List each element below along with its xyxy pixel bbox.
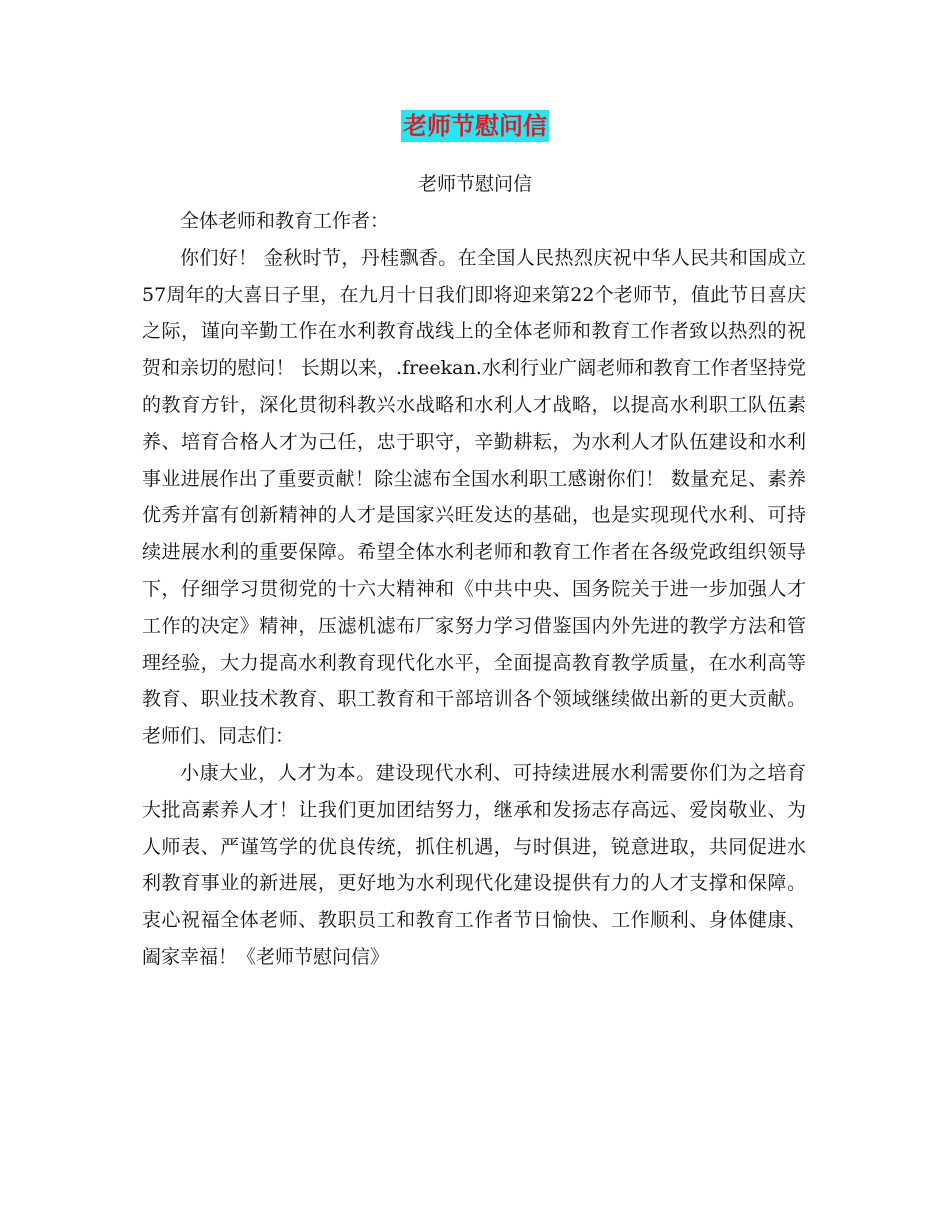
salutation: 全体老师和教育工作者： [180,210,390,232]
body-paragraph-1: 你们好！ 金秋时节，丹桂飘香。在全国人民热烈庆祝中华人民共和国成立57周年的大喜日子里，在九月十日我们即将迎来第22个老师节，值此节日喜庆之际，谨向辛勤工作在水利教育战线上的全体老师和教育工作者致以热烈的祝贺和亲切的慰问！ 长期以来，.freekan.水利行业广阔老师和教育工作者坚持党的教育方针，深化贯彻科教兴水战略和水利人才战略，以提高水利职工队伍素养、培育合格人才为己任，忠于职守，辛勤耕耘，为水利人才队伍建设和水利事业进展作出了重要贡献！除尘滤布全国水利职工感谢你们！ 数量充足、素养优秀并富有创新精神的人才是国家兴旺发达的基础，也是实现现代水利、可持续进展水利的重要保障。希望全体水利老师和教育工作者在各级党政组织领导下，仔细学习贯彻党的十六大精神和《中共中央、国务院关于进一步加强人才工作的决定》精神，压滤机滤布厂家努力学习借鉴国内外先进的教学方法和管理经验，大力提高水利教育现代化水平，全面提高教育教学质量，在水利高等教育、职业技术教育、职工教育和干部培训各个领域继续做出新的更大贡献。 老师们、同志们： [142,246,806,748]
document-subheading: 老师节慰问信 [417,173,532,195]
letter-body [142,203,806,976]
document-heading: 老师节慰问信 [403,112,547,140]
heading-container [0,110,950,142]
body-paragraph-2: 小康大业，人才为本。建设现代水利、可持续进展水利需要你们为之培育大批高素养人才！让我们更加团结努力，继承和发扬志存高远、爱岗敬业、为人师表、严谨笃学的优良传统，抓住机遇，与时俱进，锐意进取，共同促进水利教育事业的新进展，更好地为水利现代化建设提供有力的人才支撑和保障。 衷心祝福全体老师、教职员工和教育工作者节日愉快、工作顺利、身体健康、阖家幸福！《老师节慰问信》 [142,761,806,968]
